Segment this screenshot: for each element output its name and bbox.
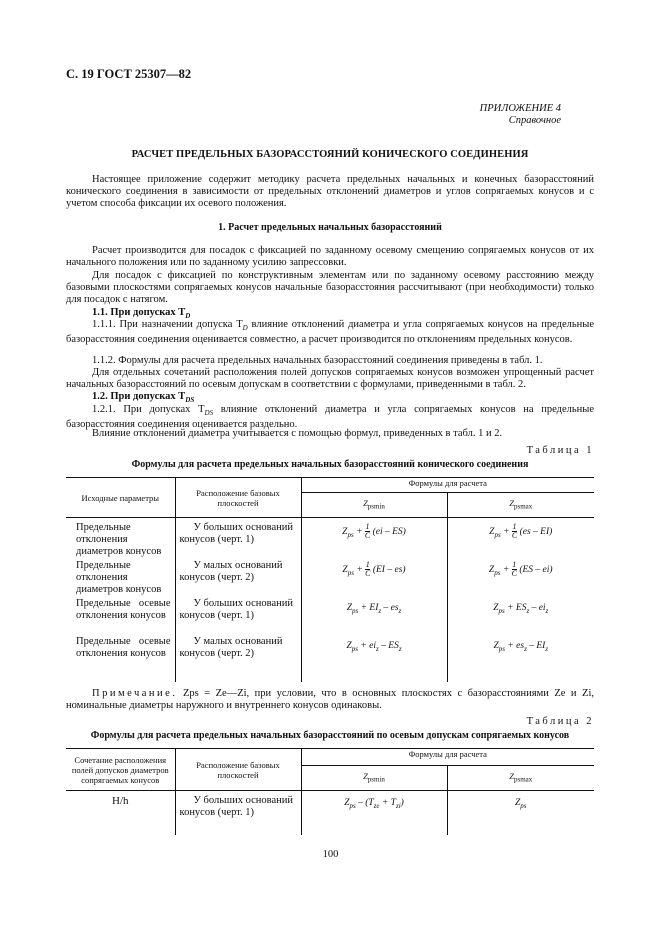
subsection-1-1-text: 1.1. При допусках T <box>92 307 186 318</box>
section-1-paragraph-1: Расчет производится для посадок с фиксацией по заданному осевому смещению сопрягаемых конусов от их начального положения или по заданному усилию запрессовки. <box>66 245 594 269</box>
table-row <box>66 636 594 682</box>
table-2-header-location: Расположение базовых плоскостей <box>175 749 301 791</box>
table-1-cell-min <box>301 598 447 636</box>
paragraph-1-2-1-a: 1.2.1. При допусках T <box>92 404 205 415</box>
paragraph-1-2-2: Влияние отклонений диаметра учитывается с помощью формул, приведенных в табл. 1 и 2. <box>92 428 503 439</box>
table-2-cell-combo: H/h <box>66 791 175 836</box>
table-1-caption: Таблица 1 <box>526 445 594 456</box>
table-1-cell-min <box>301 560 447 598</box>
formula: $Z_{ps}$ + $\frac{1}{C}$ (es – EI) <box>489 522 553 540</box>
table-2-header-formulas: Формулы для расчета <box>301 749 594 766</box>
table-1-cell-param: Предельные отклонения диаметров конусов <box>66 518 175 561</box>
formula: $Z_{ps}$ <box>514 798 527 810</box>
table-2-cell-max <box>447 791 594 836</box>
table-row <box>66 791 594 836</box>
table-1-cell-max <box>447 518 594 561</box>
table-1-header-formulas: Формулы для расчета <box>301 478 594 493</box>
intro-paragraph: Настоящее приложение содержит методику расчета предельных начальных и конечных базорасстояний конического соединения в зависимости от предельных отклонений диаметров и углов сопрягаемых конусов и с учетом способа фиксации их осевого положения. <box>66 174 594 210</box>
table-1-cell-max <box>447 560 594 598</box>
subsection-1-1-sub: D <box>185 312 191 321</box>
table-2-cell-min <box>301 791 447 836</box>
table-2-header-max-z: Z <box>509 771 514 782</box>
table-1-header-min <box>301 493 447 518</box>
table-1-cell-location: У малых оснований конусов (черт. 2) <box>175 636 301 682</box>
table-1-cell-location: У больших оснований конусов (черт. 1) <box>175 518 301 561</box>
note-label: Примечание. <box>92 688 178 699</box>
paragraph-1-1-2: 1.1.2. Формулы для расчета предельных начальных базорасстояний соединения приведены в табл. 1. <box>92 355 543 366</box>
table-1-header-max <box>447 493 594 518</box>
table-1-header-max-subsub: max <box>520 502 533 511</box>
paragraph-1-1-3: Для отдельных сочетаний расположения полей допусков сопрягаемых конусов возможен упрощенный расчет начальных базорасстояний по осевым допускам в соответствии с формулами, приведенными в табл. 2. <box>66 367 594 391</box>
table-1-cell-min <box>301 636 447 682</box>
paragraph-1-1-1 <box>66 319 594 347</box>
subsection-1-2-sub: DS <box>185 396 195 405</box>
paragraph-1-2-1-sub: DS <box>204 409 214 418</box>
section-1-paragraph-2: Для посадок с фиксацией по конструктивным элементам или по заданному осевому расстоянию между базовыми плоскостями сопрягаемых конусов начальные базорасстояния рассчитывают (при необходимости) только для посадок с натягом. <box>66 270 594 306</box>
table-1 <box>66 477 594 682</box>
table-1-cell-location: У малых оснований конусов (черт. 2) <box>175 560 301 598</box>
appendix-label <box>480 103 561 127</box>
table-2-caption: Таблица 2 <box>526 716 594 727</box>
paragraph-1-1-1-b: влияние отклонений диаметра и угла сопрягаемых конусов на предельные базорасстояния соединения оценивается совместно, а расчет производится по отклонениям предельных конусов. <box>66 319 594 346</box>
section-1-heading: 1. Расчет предельных начальных базорасстояний <box>218 222 442 233</box>
table-2-header-min-sub: ps <box>367 775 375 784</box>
table-1-header-min-z: Z <box>363 498 368 509</box>
table-2-header-min-subsub: min <box>374 775 385 784</box>
table-1-cell-param: Предельные осевые отклонения конусов <box>66 636 175 682</box>
table-1-note <box>66 688 594 712</box>
table-1-header-max-sub: ps <box>513 502 521 511</box>
table-2-header-max-subsub: max <box>520 775 533 784</box>
table-1-cell-min <box>301 518 447 561</box>
formula: $Z_{ps} + ei_z - ES_z$ <box>346 641 402 653</box>
table-1-cell-max <box>447 598 594 636</box>
table-1-cell-location: У больших оснований конусов (черт. 1) <box>175 598 301 636</box>
table-2-header-max <box>447 766 594 791</box>
table-1-header-params: Исходные параметры <box>66 478 175 518</box>
paragraph-1-1-1-sub: D <box>242 324 248 333</box>
formula: $Z_{ps}$ + $\frac{1}{C}$ (EI – es) <box>342 560 406 578</box>
appendix-status: Справочное <box>508 115 561 126</box>
formula: $Z_{ps} + ES_z - ei_z$ <box>493 603 549 615</box>
table-2-header-min-z: Z <box>363 771 368 782</box>
page-header: С. 19 ГОСТ 25307—82 <box>66 67 192 81</box>
table-1-header-min-sub: ps <box>367 502 375 511</box>
table-row <box>66 518 594 561</box>
table-2 <box>66 748 594 835</box>
table-1-title: Формулы для расчета предельных начальных базорасстояний конического соединения <box>131 459 529 470</box>
table-1-header-location: Расположение базовых плоскостей <box>175 478 301 518</box>
table-1-cell-max <box>447 636 594 682</box>
formula: $Z_{ps} - (T_{ze} + T_{zi})$ <box>344 798 404 810</box>
table-1-cell-param: Предельные отклонения диаметров конусов <box>66 560 175 598</box>
table-2-header-combo: Сочетание расположения полей допусков диаметров сопрягаемых конусов <box>66 749 175 791</box>
table-2-header-min <box>301 766 447 791</box>
table-1-header-max-z: Z <box>509 498 514 509</box>
formula: $Z_{ps}$ + $\frac{1}{C}$ (ei – ES) <box>342 522 406 540</box>
appendix-number: ПРИЛОЖЕНИЕ 4 <box>479 103 561 114</box>
table-2-header-max-sub: ps <box>513 775 521 784</box>
table-1-cell-param: Предельные осевые отклонения конусов <box>66 598 175 636</box>
formula: $Z_{ps}$ + $\frac{1}{C}$ (ES – ei) <box>488 560 553 578</box>
paragraph-1-1-1-a: 1.1.1. При назначении допуска T <box>92 319 243 330</box>
table-2-cell-location: У больших оснований конусов (черт. 1) <box>175 791 301 836</box>
formula: $Z_{ps} + EI_z - es_z$ <box>346 603 402 615</box>
note-text: Zps = Ze—Zi, при условии, что в основных плоскостях с базорасстояниями Ze и Zi, номинальные диаметры наружного и внутреннего конусов одинаковы. <box>66 688 594 712</box>
table-2-title: Формулы для расчета предельных начальных базорасстояний по осевым допускам сопрягаемых конусов <box>90 730 570 741</box>
table-1-header-min-subsub: min <box>374 502 385 511</box>
page-number: 100 <box>322 849 339 860</box>
paragraph-1-2-1-b: влияние отклонений диаметра и угла сопрягаемых конусов на предельные базорасстояния соединения оценивается раздельно. <box>66 404 594 431</box>
formula: $Z_{ps} + es_z - EI_z$ <box>493 641 549 653</box>
table-row <box>66 598 594 636</box>
subsection-1-2-text: 1.2. При допусках T <box>92 391 186 402</box>
table-row <box>66 560 594 598</box>
document-title: РАСЧЕТ ПРЕДЕЛЬНЫХ БАЗОРАССТОЯНИЙ КОНИЧЕСКОГО СОЕДИНЕНИЯ <box>131 149 529 160</box>
